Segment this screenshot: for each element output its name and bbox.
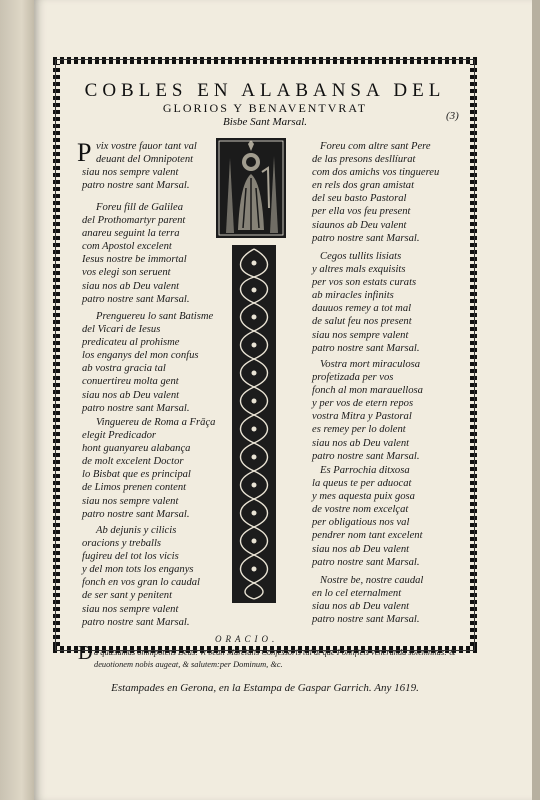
verse-line: Foreu com altre sant Pere	[320, 141, 431, 152]
verse-line: de las presons desllíurat	[312, 154, 416, 166]
verse-line: vix vostre fauor tant val	[96, 141, 197, 152]
verse-line: patro nostre sant Marsal.	[312, 232, 420, 244]
verse-line: Es Parrochia ditxosa	[320, 465, 410, 476]
right-stanza-2	[312, 250, 420, 355]
verse-line: de molt excelent Doctor	[82, 456, 184, 468]
verse-line: patro nostre sant Marsal.	[312, 450, 420, 462]
oracio-heading: ORACIO.	[215, 634, 279, 644]
verse-line: patro nostre sant Marsal.	[312, 556, 420, 568]
printer-imprint: Estampades en Gerona, en la Estampa de Gaspar Garrich. Any 1619.	[111, 682, 419, 694]
verse-line: y mes aquesta puix gosa	[312, 491, 415, 503]
verse-line: fonch al mon marauellosa	[312, 385, 423, 397]
left-stanza-4	[82, 416, 215, 521]
verse-line: siau nos ab Deu valent	[312, 543, 410, 555]
verse-line: siau nos ab Deu valent	[312, 437, 410, 449]
verse-line: Nostre be, nostre caudal	[320, 575, 424, 586]
right-stanza-1	[312, 140, 439, 245]
left-stanza-5	[82, 524, 200, 629]
right-stanza-5	[312, 574, 423, 626]
verse-line: Vostra mort miraculosa	[320, 359, 421, 370]
verse-line: siau nos sempre valent	[82, 603, 179, 615]
verse-line: hont guanyareu alabança	[82, 443, 191, 455]
verse-line: anareu seguint la terra	[82, 228, 180, 240]
verse-line: la queus te per aduocat	[312, 478, 412, 490]
verse-line: patro nostre sant Marsal.	[312, 614, 420, 626]
verse-line: lo Bisbat que es principal	[82, 469, 191, 481]
verse-line: del Prothomartyr parent	[82, 215, 186, 227]
verse-line: en rels dos gran amistat	[312, 180, 415, 192]
verse-line: en lo cel eternalment	[312, 588, 402, 600]
verse-line: per ella vos feu present	[312, 206, 411, 218]
verse-line: com Apostol excelent	[82, 241, 172, 253]
verse-line: ab vostra gracia tal	[82, 363, 166, 375]
verse-line: de ser sant y penitent	[82, 590, 173, 602]
right-stanza-4	[312, 464, 423, 569]
verse-line: conuertireu molta gent	[82, 376, 179, 388]
verse-line: pendrer nom tant excelent	[312, 530, 423, 542]
verse-line: siau nos ab Deu valent	[82, 280, 180, 292]
verse-line: Cegos tullits lisiats	[320, 251, 402, 262]
drop-cap: P	[77, 138, 92, 167]
verse-line: oracions y treballs	[82, 538, 162, 550]
verse-line: fugireu del tot los vicis	[82, 551, 179, 563]
verse-line: y del mon tots los enganys	[82, 564, 194, 576]
verse-line: siau nos sempre valent	[82, 167, 179, 179]
verse-line: profetizada per vos	[312, 372, 394, 384]
verse-line: y per vos de etern repos	[312, 398, 414, 410]
oracio-drop-cap: D	[78, 642, 93, 664]
verse-line: Iesus nostre be immortal	[82, 254, 187, 266]
verse-line: per vos son estats curats	[312, 277, 417, 289]
verse-line: del Vicari de Iesus	[82, 324, 161, 336]
verse-line: siau nos ab Deu valent	[312, 601, 410, 613]
verse-line: com dos amichs vos tinguereu	[312, 167, 440, 179]
verse-line: deuant del Omnipotent	[96, 154, 194, 166]
left-stanza-1	[82, 140, 197, 192]
verse-line: del seu basto Pastoral	[312, 193, 407, 205]
verse-line: patro nostre sant Marsal.	[82, 616, 190, 628]
verse-line: elegit Predicador	[82, 430, 157, 442]
verse-line: Prenguereu lo sant Batisme	[96, 311, 214, 322]
page-edge-right	[532, 0, 540, 800]
verse-line: siaunos ab Deu valent	[312, 219, 407, 231]
right-stanza-3	[312, 358, 423, 463]
verse-line: ab miracles infinits	[312, 290, 394, 302]
verse-line: los enganys del mon confus	[82, 350, 199, 362]
verse-line: siau nos sempre valent	[312, 329, 409, 341]
verse-line: vos elegi son seruent	[82, 267, 171, 279]
title-line-1: COBLES EN ALABANSA DEL	[84, 80, 446, 101]
verse-line: dauuos remey a tot mal	[312, 303, 412, 315]
verse-line: Foreu fill de Galilea	[96, 202, 183, 213]
verse-line: de vostre nom excelçat	[312, 504, 409, 516]
verse-line: de Limos prenen content	[82, 482, 187, 494]
page-number: (3)	[446, 110, 459, 122]
saint-woodcut-image	[216, 138, 286, 238]
verse-line: patro nostre sant Marsal.	[312, 342, 420, 354]
verse-line: de salut feu nos present	[312, 316, 412, 328]
left-stanza-3	[82, 310, 213, 415]
verse-line: patro nostre sant Marsal.	[82, 180, 190, 192]
verse-line: y altres mals exquisits	[312, 264, 406, 276]
verse-line: fonch en vos gran lo caudal	[82, 577, 200, 589]
left-stanza-2	[82, 201, 190, 306]
verse-line: siau nos ab Deu valent	[82, 389, 180, 401]
verse-line: per obligatious nos val	[312, 517, 410, 529]
facing-page-edge	[0, 0, 36, 800]
verse-line: vostra Mitra y Pastoral	[312, 411, 412, 423]
verse-line: predicateu al prohisme	[82, 337, 180, 349]
verse-line: es remey per lo dolent	[312, 424, 406, 436]
verse-line: patro nostre sant Marsal.	[82, 508, 190, 520]
verse-line: Vinguereu de Roma a Frāça	[96, 417, 216, 428]
verse-line: Ab dejunis y cilicis	[96, 525, 177, 536]
oracio-text: a quæsumus omnipotens Deus: vt beati Marcialis Confessoris tui at que Pontificis veneranda solemnitas: & deuotionem nobis augeat, & salutem:per Dominum, &c.	[94, 648, 456, 669]
verse-line: siau nos sempre valent	[82, 495, 179, 507]
verse-line: patro nostre sant Marsal.	[82, 293, 190, 305]
title-line-2: GLORIOS Y BENAVENTVRAT	[162, 101, 368, 115]
ornamental-column	[232, 245, 276, 603]
title-line-3: Bisbe Sant Marsal.	[222, 116, 308, 128]
verse-line: patro nostre sant Marsal.	[82, 402, 190, 414]
